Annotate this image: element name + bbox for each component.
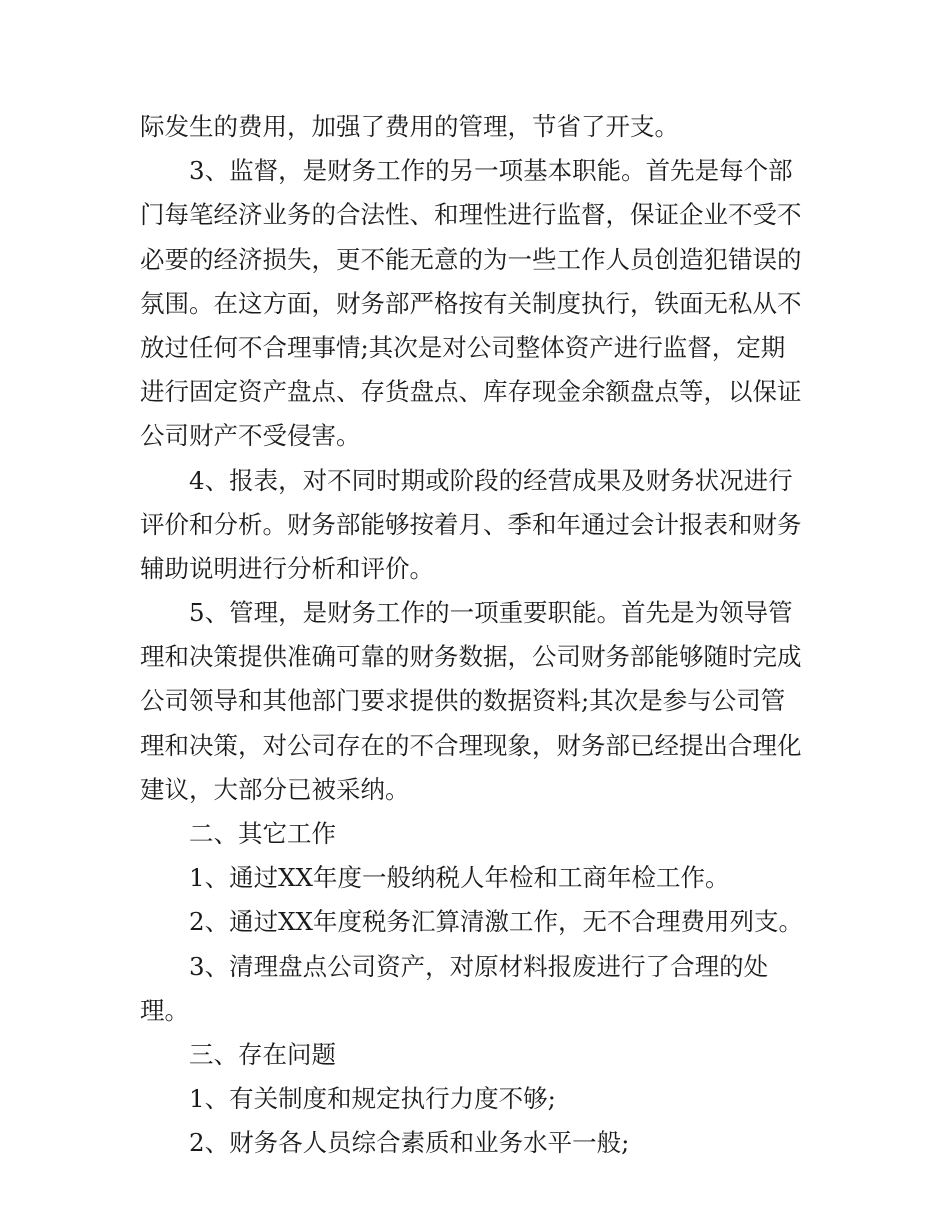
text-line: 进行固定资产盘点、存货盘点、库存现金余额盘点等，以保证 bbox=[140, 377, 802, 407]
text-line: 际发生的费用，加强了费用的管理，节省了开支。 bbox=[140, 112, 679, 141]
text-line: 公司领导和其他部门要求提供的数据资料;其次是参与公司管 bbox=[140, 686, 786, 716]
text-line: 公司财产不受侵害。 bbox=[140, 421, 361, 451]
text-line: 辅助说明进行分析和评价。 bbox=[140, 553, 434, 583]
text-line: 门每笔经济业务的合法性、和理性进行监督，保证企业不受不 bbox=[140, 200, 802, 230]
text-line: 氛围。在这方面，财务部严格按有关制度执行，铁面无私从不 bbox=[140, 288, 802, 318]
text-line: 理和决策提供准确可靠的财务数据，公司财务部能够随时完成 bbox=[140, 642, 802, 672]
text-line: 建议，大部分已被采纳。 bbox=[140, 774, 410, 804]
text-line: 2、通过XX年度税务汇算清激工作，无不合理费用列支。 bbox=[189, 907, 803, 937]
text-line: 必要的经济损失，更不能无意的为一些工作人员创造犯错误的 bbox=[140, 244, 802, 274]
text-line: 5、管理，是财务工作的一项重要职能。首先是为领导管 bbox=[189, 598, 793, 628]
text-line: 放过任何不合理事情;其次是对公司整体资产进行监督，定期 bbox=[140, 332, 786, 362]
text-line: 理。 bbox=[140, 995, 189, 1025]
section-heading: 二、其它工作 bbox=[189, 819, 336, 848]
text-line: 评价和分析。财务部能够按着月、季和年通过会计报表和财务 bbox=[140, 509, 802, 539]
text-line: 3、清理盘点公司资产，对原材料报废进行了合理的处 bbox=[189, 951, 769, 981]
text-line: 1、通过XX年度一般纳税人年检和工商年检工作。 bbox=[189, 863, 730, 893]
section-heading: 三、存在问题 bbox=[189, 1039, 336, 1069]
text-line: 3、监督，是财务工作的另一项基本职能。首先是每个部 bbox=[189, 156, 793, 186]
text-line: 4、报表，对不同时期或阶段的经营成果及财务状况进行 bbox=[189, 465, 793, 495]
text-line: 理和决策，对公司存在的不合理现象，财务部已经提出合理化 bbox=[140, 730, 802, 760]
text-line: 2、财务各人员综合素质和业务水平一般; bbox=[189, 1128, 630, 1158]
text-line: 1、有关制度和规定执行力度不够; bbox=[189, 1084, 556, 1114]
document-body bbox=[140, 105, 820, 1166]
